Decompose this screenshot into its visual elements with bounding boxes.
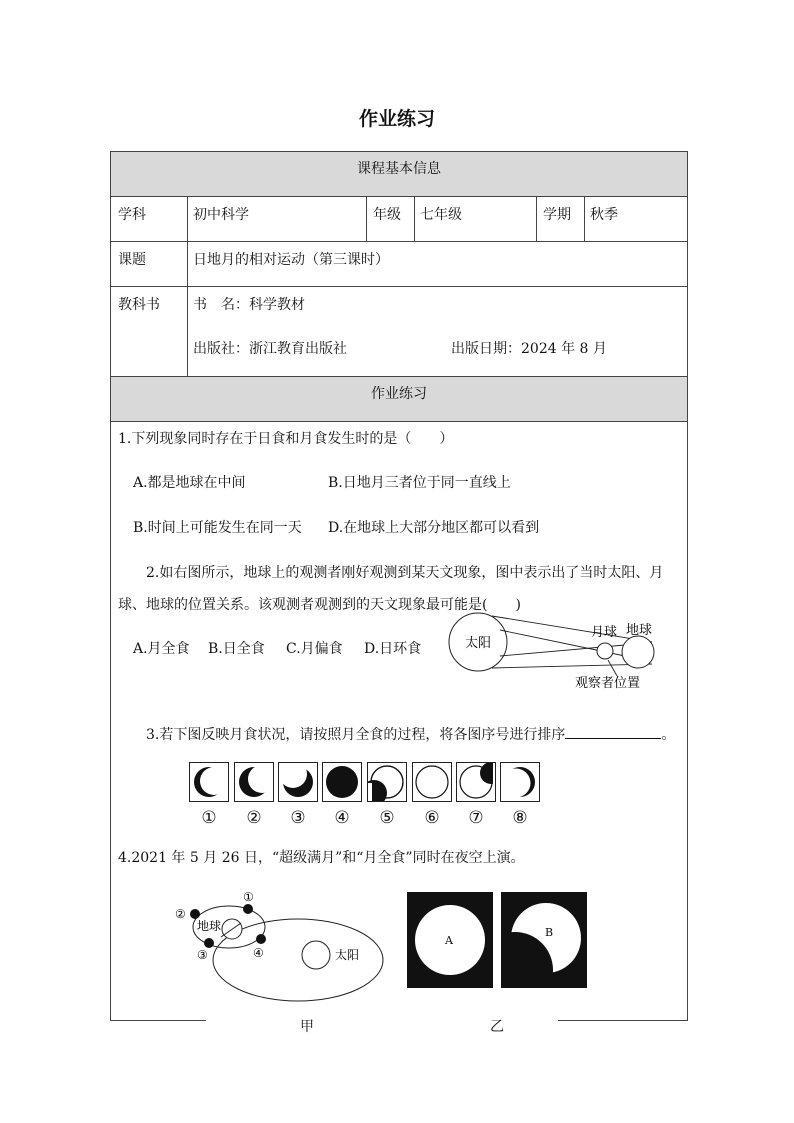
moon-photo-b [501,892,587,988]
eclipse-phase-1 [189,762,229,802]
q3-stem-end: 。 [661,727,676,743]
q2-option-b: B.日全食 [208,641,265,657]
phase-number-4: ④ [334,808,350,828]
q1-option-b: B.日地月三者位于同一直线上 [328,475,511,491]
sun-circle [302,941,330,969]
rule [111,376,687,377]
phase-number-7: ⑦ [468,808,484,828]
rule [366,196,367,241]
eclipse-phase-5 [367,762,407,802]
eclipse-phase-2 [234,762,274,802]
orbit-figure-jia [165,885,390,1005]
publish-date: 出版日期：2024 年 8 月 [451,341,607,357]
crescent-icon [235,763,273,801]
eclipse-phase-3 [278,762,318,802]
eclipse-phase-7 [456,762,496,802]
fig-earth-label: 地球 [197,919,222,933]
textbook-label: 教科书 [118,297,160,313]
fig-earth-label: 地球 [626,623,653,638]
phase-number-5: ⑤ [379,808,395,828]
full-shadow-icon [323,763,361,801]
observer-pointer [608,660,617,676]
caption-yi: 乙 [490,1019,504,1035]
topic-value: 日地月的相对运动（第三课时） [193,252,389,268]
q1-stem: 1.下列现象同时存在于日食和月食发生时的是（ ） [118,431,454,447]
eclipse-phase-4 [322,762,362,802]
rule [111,421,687,422]
exercise-header: 作业练习 [371,386,427,402]
grade-value: 七年级 [420,207,462,223]
q3-stem-line [146,723,675,744]
term-value: 秋季 [590,207,618,223]
q3-answer-blank[interactable] [565,723,661,739]
fig-sun-label: 太阳 [335,948,360,962]
phase-number-2: ② [246,808,262,828]
q1-option-c: B.时间上可能发生在同一天 [133,520,302,536]
label-a: A [445,934,453,947]
term-label: 学期 [543,207,571,223]
phase-number-3: ③ [290,808,306,828]
q2-option-a: A.月全食 [133,641,190,657]
pos-1-label: ① [243,890,254,904]
full-moon-icon [413,763,451,801]
thin-crescent-icon [501,763,539,801]
rule [111,241,687,242]
eclipse-phase-8 [500,762,540,802]
page-title: 作业练习 [358,108,435,130]
q2-option-d: D.日环食 [364,641,422,657]
q3-stem: 3.若下图反映月食状况，请按照月全食的过程，将各图序号进行排序 [146,727,566,743]
q2-stem-line2: 球、地球的位置关系。该观测者观测到的天文现象最可能是( ) [118,597,521,613]
rule [414,196,415,241]
caption-jia: 甲 [300,1019,314,1035]
q4-stem: 4.2021 年 5 月 26 日，“超级满月”和“月全食”同时在夜空上演。 [118,850,525,866]
moon-position-4 [256,934,266,944]
pos-4-label: ④ [253,946,264,960]
phase-number-1: ① [201,808,217,828]
crescent-icon [190,763,228,801]
eclipse-phase-6 [412,762,452,802]
fig-sun-label: 太阳 [465,636,492,651]
moon-position-3 [204,938,214,948]
moon-position-2 [190,909,200,919]
moon-photo-a [407,892,493,988]
grade-label: 年级 [373,207,401,223]
rule [187,196,188,376]
fig-moon-label: 月球 [591,625,618,640]
q2-option-c: C.月偏食 [286,641,343,657]
pos-3-label: ③ [197,948,208,962]
rule [111,196,687,197]
partial-moon-icon [368,763,406,801]
publisher: 出版社：浙江教育出版社 [193,341,347,357]
crescent-icon [279,763,317,801]
phase-number-6: ⑥ [424,808,440,828]
q1-option-d: D.在地球上大部分地区都可以看到 [328,520,540,536]
q1-option-a: A.都是地球在中间 [133,475,246,491]
moon-position-1 [243,904,253,914]
label-b: B [545,926,554,939]
rule [584,196,585,241]
phase-number-8: ⑧ [512,808,528,828]
moon-circle [597,643,613,659]
book-name: 书 名：科学教材 [193,297,305,313]
fig-observer-label: 观察者位置 [575,676,641,691]
rule [536,196,537,241]
pos-2-label: ② [175,907,186,921]
subject-value: 初中科学 [193,207,249,223]
sun-moon-earth-figure [440,612,670,692]
course-info-header: 课程基本信息 [357,161,441,177]
partial-moon-icon [457,763,495,801]
topic-label: 课题 [118,252,146,268]
rule [111,286,687,287]
q2-stem-line1: 2.如右图所示，地球上的观测者刚好观测到某天文现象，图中表示出了当时太阳、月 [146,565,664,581]
subject-label: 学科 [118,207,146,223]
earth-circle [622,636,654,668]
